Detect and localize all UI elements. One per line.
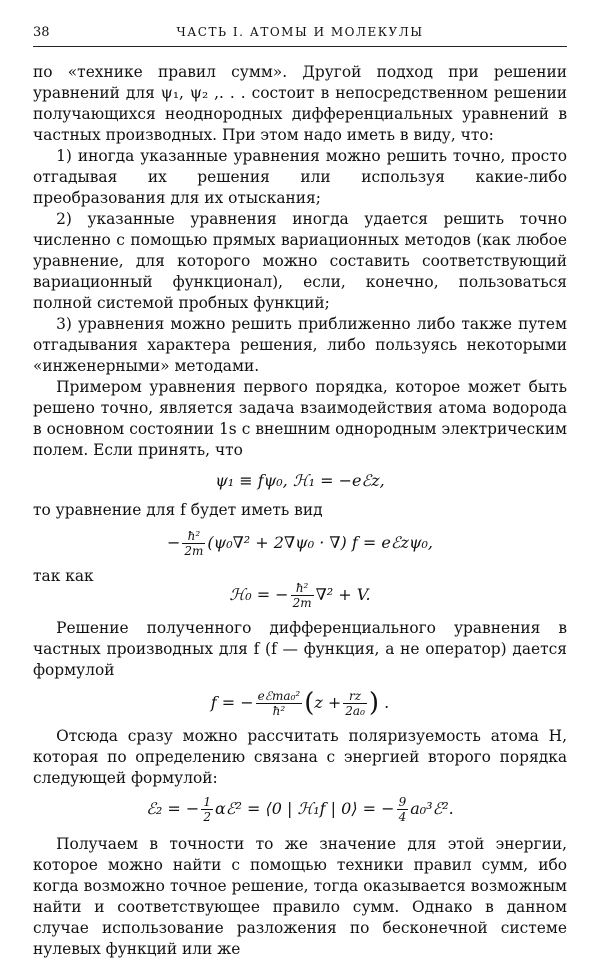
eq4-frac2-den: 2a₀	[345, 704, 365, 718]
eq5-lead: ℰ₂ = −	[146, 799, 200, 818]
list-item-3: 3) уравнения можно решить приближенно либо также путем отгадывания характера решения, либо пользуясь некоторыми «инженерными» методами.	[33, 315, 567, 375]
text-since: так как	[33, 567, 94, 585]
eq4-close-paren: )	[368, 688, 380, 718]
eq5-frac2-den: 4	[398, 810, 407, 824]
eq5-fraction-2	[397, 795, 409, 824]
page-header	[33, 20, 567, 47]
eq3-rest: ∇² + V.	[315, 585, 371, 604]
equation-1: ψ₁ ≡ fψ₀, ℋ₁ = −eℰz,	[215, 471, 385, 490]
eq2-lead: −	[167, 533, 181, 552]
eq4-fraction	[256, 689, 303, 718]
equation-3	[33, 581, 567, 610]
eq4-frac2-num: rz	[343, 689, 367, 704]
eq3-frac-num: ħ²	[291, 581, 314, 596]
paragraph-solution: Решение полученного дифференциального уравнения в частных производных для f (f — функция, а не оператор) дается формулой	[33, 619, 567, 679]
equation-5	[33, 795, 567, 824]
equation-2	[33, 529, 567, 558]
eq4-mid: z +	[314, 693, 342, 712]
running-title: ЧАСТЬ I. АТОМЫ И МОЛЕКУЛЫ	[176, 25, 424, 39]
eq2-frac-num: ħ²	[182, 529, 205, 544]
eq3-frac-den: 2m	[292, 596, 312, 610]
eq4-frac-num: eℰma₀²	[257, 689, 301, 703]
eq4-fraction-2	[343, 689, 367, 718]
equation-4	[33, 689, 567, 718]
eq3-lead: ℋ₀ = −	[229, 585, 289, 604]
eq4-frac-den: ħ²	[272, 704, 286, 718]
eq5-frac2-num: 9	[398, 795, 407, 809]
eq2-fraction	[182, 529, 205, 558]
eq4-open-paren: (	[304, 688, 315, 718]
eq3-fraction	[291, 581, 314, 610]
page-number: 38	[33, 25, 50, 40]
eq5-fraction	[201, 795, 213, 824]
eq2-rest: (ψ₀∇² + 2∇ψ₀ · ∇) f = eℰzψ₀,	[207, 533, 433, 552]
text-then: то уравнение для f будет иметь вид	[33, 501, 323, 519]
paragraph-final: Получаем в точности то же значение для этой энергии, которое можно найти с помощью техники правил сумм, ибо когда возможно точное решение, тогда оказывается возможным найти и соответствующее правило сумм. Однако в данном случае использование разложения по бесконечной системе нулевых функций или же	[33, 835, 567, 958]
paragraph-intro: по «технике правил сумм». Другой подход при решении уравнений для ψ₁, ψ₂ ,. . . состоит в непосредственном решении получающихся неоднородных дифференциальных уравнений в частных производных. При этом надо иметь в виду, что:	[33, 63, 567, 144]
eq2-frac-den: 2m	[184, 544, 204, 558]
eq4-tail: .	[379, 693, 390, 712]
eq5-tail: a₀³ℰ².	[410, 799, 454, 818]
paragraph-example: Примером уравнения первого порядка, которое может быть решено точно, является задача взаимодействия атома водорода в основном состоянии 1s с внешним однородным электрическим полем. Если принять, что	[33, 378, 567, 459]
page-body	[33, 62, 567, 960]
eq5-mid: αℰ² = ⟨0 | ℋ₁f | 0⟩ = −	[214, 799, 395, 818]
eq5-frac-den: 2	[203, 810, 211, 824]
eq4-lead: f = −	[210, 693, 254, 712]
list-item-1: 1) иногда указанные уравнения можно решить точно, просто отгадывая их решения или используя какие-либо преобразования для их отыскания;	[33, 147, 567, 207]
eq5-frac-num: 1	[203, 795, 211, 809]
list-item-2: 2) указанные уравнения иногда удается решить точно численно с помощью прямых вариационных методов (как любое уравнение, для которого можно составить соответствующий вариационный функционал), если, конечно, пользоваться полной системой пробных функций;	[33, 210, 567, 312]
paragraph-polarizability: Отсюда сразу можно рассчитать поляризуемость атома H, которая по определению связана с энергией второго порядка следующей формулой:	[33, 727, 567, 787]
